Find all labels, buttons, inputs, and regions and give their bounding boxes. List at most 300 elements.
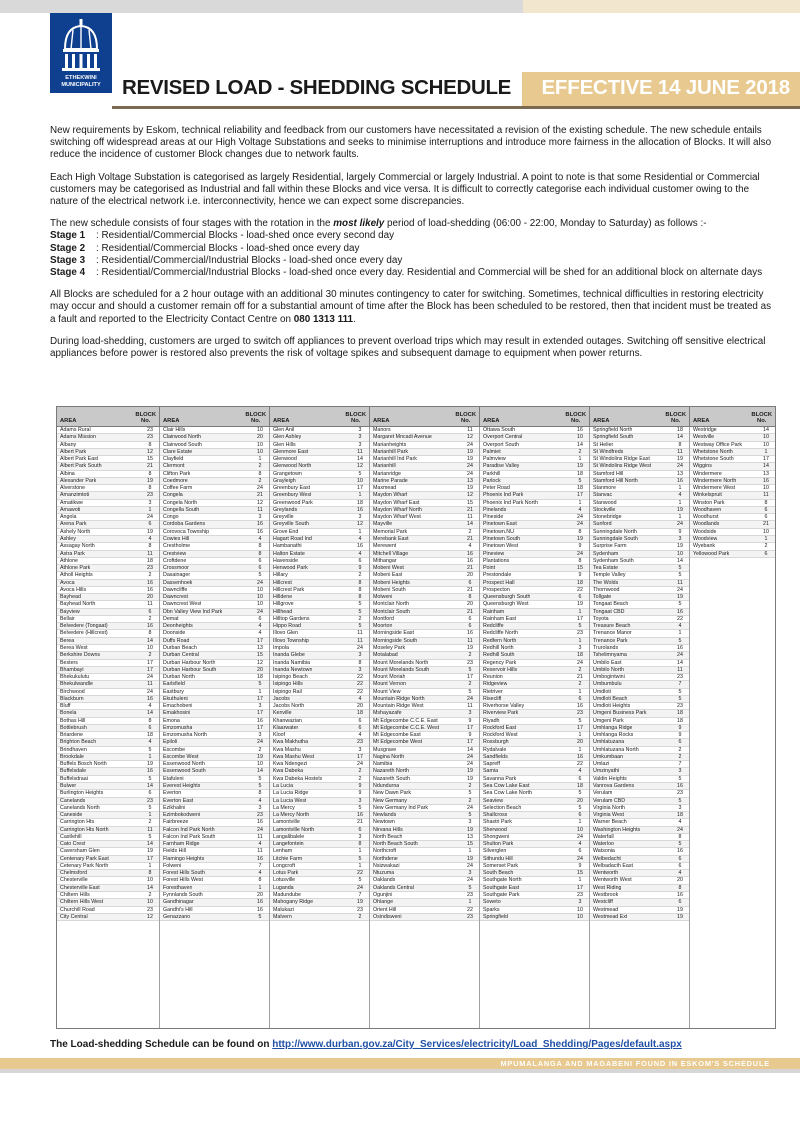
table-row — [370, 623, 479, 630]
table-row — [590, 856, 689, 863]
block-number: 4 — [678, 870, 682, 877]
area-name: Emzomusha North — [163, 732, 207, 739]
table-row — [270, 885, 369, 892]
table-row — [160, 703, 269, 710]
block-number: 6 — [258, 615, 262, 622]
area-name: Dawncrest West — [163, 601, 202, 608]
table-row — [590, 652, 689, 659]
block-number: 16 — [257, 899, 263, 906]
area-name: Marianhill Ind Park — [373, 456, 417, 463]
block-number: 21 — [147, 463, 153, 470]
table-row — [160, 834, 269, 841]
area-name: Memorial Park — [373, 528, 408, 535]
block-number: 23 — [147, 427, 153, 433]
stages-intro-before: The new schedule consists of four stages with the rotation in the — [50, 218, 334, 230]
area-name: Everest Heights — [163, 783, 201, 790]
block-number: 10 — [763, 434, 769, 441]
table-row — [270, 558, 369, 565]
block-number: 19 — [467, 775, 473, 782]
block-number: 6 — [358, 557, 362, 564]
table-row — [160, 667, 269, 674]
area-name: Pinetown East — [483, 521, 517, 528]
block-number: 16 — [577, 753, 583, 760]
block-number: 23 — [677, 790, 683, 797]
area-name: Inanda Newtown — [273, 666, 313, 673]
block-header: BLOCK No. — [135, 411, 156, 424]
block-number: 23 — [357, 739, 363, 746]
table-row — [370, 732, 479, 739]
area-name: Hillary — [273, 572, 288, 579]
area-name: Bayhead — [60, 594, 81, 601]
table-row — [480, 892, 589, 899]
area-name: Shongweni — [483, 833, 510, 840]
block-number: 2 — [468, 528, 472, 535]
table-row — [480, 427, 589, 434]
area-name: Emzomusha — [163, 724, 193, 731]
area-name: Virginia West — [593, 812, 625, 819]
area-header: AREA — [163, 418, 180, 424]
table-row — [480, 478, 589, 485]
table-row — [57, 848, 159, 855]
contact-phone: 080 1313 111 — [293, 313, 354, 325]
block-number: 16 — [147, 623, 153, 630]
area-name: Clare Estate — [163, 448, 193, 455]
table-row — [370, 667, 479, 674]
block-number: 19 — [467, 768, 473, 775]
area-name: Umbogintwini — [593, 674, 625, 681]
table-row — [270, 456, 369, 463]
table-row — [57, 558, 159, 565]
block-number: 11 — [147, 681, 153, 688]
table-row — [480, 681, 589, 688]
area-name: Maydon Wharf East — [373, 499, 420, 506]
area-name: Umdloti Beach — [593, 695, 628, 702]
table-row — [270, 856, 369, 863]
block-number: 18 — [577, 579, 583, 586]
area-name: Sydenham South — [593, 557, 634, 564]
table-row — [160, 739, 269, 746]
block-number: 8 — [258, 550, 262, 557]
link-prefix: The Load-shedding Schedule can be found on — [50, 1039, 273, 1050]
block-number: 19 — [467, 456, 473, 463]
area-name: Umdloti Heights — [593, 703, 631, 710]
area-name: Mountain Ridge West — [373, 703, 424, 710]
stage-1 — [50, 230, 775, 242]
block-number: 16 — [257, 819, 263, 826]
area-name: Castlehill — [60, 833, 82, 840]
table-row — [57, 500, 159, 507]
table-row — [590, 601, 689, 608]
area-name: Namibia — [373, 761, 393, 768]
block-number: 6 — [358, 826, 362, 833]
block-number: 24 — [257, 826, 263, 833]
block-number: 24 — [577, 833, 583, 840]
area-name: La Lucia — [273, 783, 294, 790]
table-column — [57, 427, 160, 1028]
table-row — [57, 601, 159, 608]
area-name: Nagina North — [373, 753, 405, 760]
block-number: 19 — [147, 528, 153, 535]
table-row — [690, 471, 775, 478]
area-name: Isipingo Hills — [273, 681, 303, 688]
table-row — [57, 703, 159, 710]
table-row — [590, 500, 689, 507]
area-name: Congo — [163, 514, 179, 521]
block-number: 4 — [578, 506, 582, 513]
table-row — [160, 732, 269, 739]
area-name: Ridgeview — [483, 681, 508, 688]
block-number: 11 — [257, 848, 263, 855]
block-number: 6 — [764, 550, 768, 557]
table-row — [370, 827, 479, 834]
area-name: Nsizwakazi — [373, 862, 400, 869]
area-name: Watsonia — [593, 848, 615, 855]
area-name: Bluff — [60, 703, 71, 710]
area-name: Manors — [373, 427, 391, 433]
table-row — [160, 463, 269, 470]
area-name: Hilltop Gardens — [273, 615, 310, 622]
table-row — [590, 914, 689, 921]
stage-3 — [50, 255, 775, 267]
table-row — [690, 456, 775, 463]
block-number: 5 — [358, 877, 362, 884]
table-row — [270, 623, 369, 630]
block-number: 24 — [357, 884, 363, 891]
block-number: 9 — [578, 862, 582, 869]
outage-text-end: . — [353, 313, 356, 325]
table-row — [160, 587, 269, 594]
block-number: 24 — [467, 441, 473, 448]
block-number: 8 — [258, 470, 262, 477]
block-number: 17 — [577, 884, 583, 891]
table-row — [480, 580, 589, 587]
table-row — [57, 776, 159, 783]
area-name: Parkhill — [483, 470, 501, 477]
block-number: 3 — [358, 441, 362, 448]
table-row — [270, 434, 369, 441]
area-name: Athlone — [60, 557, 78, 564]
block-number: 11 — [257, 833, 263, 840]
table-row — [480, 674, 589, 681]
stage-4-text: : Residential/Commercial/Industrial Blocks - load-shed once every day. Residential and Commercial will be shed for an additional block on alternate days — [96, 267, 763, 279]
table-row — [57, 623, 159, 630]
area-name: Nirvana Hills — [373, 826, 403, 833]
table-row — [480, 841, 589, 848]
block-number: 1 — [578, 688, 582, 695]
table-row — [270, 790, 369, 797]
block-number: 4 — [148, 535, 152, 542]
area-name: Moorton — [373, 623, 393, 630]
table-row — [480, 660, 589, 667]
area-name: Grangetown — [273, 470, 302, 477]
table-row — [480, 703, 589, 710]
area-name: Woodlands — [693, 521, 720, 528]
block-number: 2 — [358, 775, 362, 782]
table-row — [370, 442, 479, 449]
table-row — [57, 914, 159, 921]
block-number: 13 — [763, 470, 769, 477]
table-row — [480, 790, 589, 797]
table-row — [160, 877, 269, 884]
block-number: 17 — [257, 710, 263, 717]
area-name: Mt Edgecombe C.C.E. West — [373, 724, 440, 731]
table-row — [57, 739, 159, 746]
table-row — [160, 485, 269, 492]
block-number: 19 — [467, 826, 473, 833]
block-number: 17 — [763, 456, 769, 463]
table-row — [57, 863, 159, 870]
block-number: 9 — [678, 528, 682, 535]
table-row — [160, 492, 269, 499]
table-row — [590, 616, 689, 623]
block-number: 14 — [147, 884, 153, 891]
table-row — [690, 449, 775, 456]
block-number: 4 — [578, 841, 582, 848]
area-name: Glen Ashley — [273, 434, 302, 441]
table-row — [270, 681, 369, 688]
area-name: Silverglen — [483, 848, 507, 855]
table-row — [160, 914, 269, 921]
area-name: Atholl Heights — [60, 572, 93, 579]
table-row — [590, 899, 689, 906]
block-number: 16 — [147, 768, 153, 775]
area-name: Maydon Wharf — [373, 492, 408, 499]
table-row — [57, 434, 159, 441]
block-number: 2 — [764, 543, 768, 550]
table-row — [370, 652, 479, 659]
block-number: 24 — [467, 862, 473, 869]
area-name: Woodhurst — [693, 514, 719, 521]
table-row — [690, 521, 775, 528]
area-name: Fynnlands South — [163, 892, 203, 898]
area-name: Umhlanga Ridge — [593, 724, 633, 731]
area-name: Berea — [60, 637, 75, 644]
intro-text — [50, 125, 775, 370]
block-number: 4 — [148, 703, 152, 710]
table-row — [270, 551, 369, 558]
block-number: 6 — [358, 724, 362, 731]
block-number: 1 — [678, 514, 682, 521]
area-name: Essenwood South — [163, 768, 206, 775]
table-row — [590, 449, 689, 456]
block-number: 8 — [148, 543, 152, 550]
table-row — [480, 885, 589, 892]
area-name: Palmview — [483, 456, 506, 463]
table-row — [590, 848, 689, 855]
block-number: 24 — [467, 753, 473, 760]
area-name: Marine Parade — [373, 477, 408, 484]
table-row — [57, 732, 159, 739]
table-row — [690, 514, 775, 521]
table-row — [590, 478, 689, 485]
area-name: Ndundurna — [373, 783, 400, 790]
table-row — [270, 761, 369, 768]
table-row — [57, 449, 159, 456]
block-number: 1 — [148, 812, 152, 819]
block-number: 11 — [677, 666, 683, 673]
table-row — [590, 543, 689, 550]
area-name: Kwa Ndengezi — [273, 761, 308, 768]
table-row — [270, 718, 369, 725]
area-name: Tollgate — [593, 594, 612, 601]
area-name: Kwa Mashu — [273, 746, 301, 753]
area-name: Forest Hills South — [163, 870, 205, 877]
block-number: 23 — [677, 674, 683, 681]
table-row — [57, 907, 159, 914]
table-row — [160, 812, 269, 819]
table-row — [270, 689, 369, 696]
block-number: 23 — [467, 892, 473, 898]
area-name: Redcliffe North — [483, 630, 518, 637]
table-row — [160, 754, 269, 761]
block-number: 16 — [357, 506, 363, 513]
block-number: 19 — [677, 906, 683, 913]
block-number: 1 — [578, 499, 582, 506]
area-name: Deonheights — [163, 623, 193, 630]
table-row — [270, 471, 369, 478]
block-number: 23 — [357, 906, 363, 913]
area-name: Havenside — [273, 557, 299, 564]
area-name: Mobeni Heights — [373, 579, 410, 586]
table-row — [57, 572, 159, 579]
area-name: Marianridge — [373, 470, 401, 477]
area-name: Sparks — [483, 906, 500, 913]
area-name: Morningside East — [373, 630, 414, 637]
table-row — [370, 580, 479, 587]
block-number: 8 — [148, 630, 152, 637]
area-name: New Dawn Park — [373, 790, 411, 797]
area-name: Durban Harbour South — [163, 666, 217, 673]
table-row — [590, 565, 689, 572]
block-number: 6 — [578, 695, 582, 702]
table-row — [480, 514, 589, 521]
table-row — [57, 892, 159, 899]
table-row — [160, 827, 269, 834]
table-row — [57, 689, 159, 696]
block-number: 21 — [357, 819, 363, 826]
area-name: Gandhi's Hill — [163, 906, 193, 913]
area-name: Westville — [693, 434, 715, 441]
area-name: Avoca Hills — [60, 586, 87, 593]
table-row — [370, 718, 479, 725]
table-row — [160, 601, 269, 608]
table-row — [270, 812, 369, 819]
table-row — [160, 652, 269, 659]
area-name: Windermere — [693, 470, 722, 477]
block-number: 7 — [678, 761, 682, 768]
block-number: 16 — [763, 477, 769, 484]
table-row — [270, 827, 369, 834]
block-number: 24 — [257, 485, 263, 492]
block-number: 16 — [577, 427, 583, 433]
block-number: 24 — [677, 586, 683, 593]
block-number: 16 — [677, 848, 683, 855]
area-name: Redhill North — [483, 644, 514, 651]
area-name: Ezikhalini — [163, 804, 186, 811]
block-number: 12 — [357, 463, 363, 470]
table-row — [160, 427, 269, 434]
block-number: 6 — [578, 848, 582, 855]
block-number: 16 — [147, 586, 153, 593]
area-name: Inanda Namibia — [273, 659, 311, 666]
schedule-url-link[interactable]: http://www.durban.gov.za/City_Services/electricity/Load_Shedding/Pages/default.aspx — [272, 1039, 682, 1050]
table-row — [160, 856, 269, 863]
area-name: Congela North — [163, 499, 198, 506]
table-row — [590, 696, 689, 703]
table-row — [160, 747, 269, 754]
area-name: Tongaat Beach — [593, 601, 629, 608]
block-number: 6 — [764, 514, 768, 521]
area-name: Sea Cow Lake North — [483, 790, 532, 797]
area-name: Chesterville East — [60, 884, 100, 891]
area-name: Wentworth — [593, 870, 619, 877]
block-number: 14 — [677, 434, 683, 441]
area-name: Umbumbulu — [593, 681, 622, 688]
table-row — [480, 529, 589, 536]
area-name: Brookdale — [60, 753, 84, 760]
block-number: 19 — [147, 848, 153, 855]
block-number: 22 — [677, 615, 683, 622]
table-row — [160, 841, 269, 848]
block-number: 24 — [677, 463, 683, 470]
table-row — [57, 856, 159, 863]
area-name: Sydenham — [593, 550, 619, 557]
area-name: Soweto — [483, 899, 501, 906]
block-number: 20 — [257, 892, 263, 898]
block-number: 2 — [258, 746, 262, 753]
block-number: 20 — [467, 601, 473, 608]
area-name: Bellair — [60, 615, 75, 622]
table-row — [590, 732, 689, 739]
block-number: 23 — [677, 703, 683, 710]
table-row — [590, 798, 689, 805]
table-row — [590, 456, 689, 463]
block-header: BLOCK No. — [245, 411, 266, 424]
table-row — [590, 841, 689, 848]
table-row — [370, 514, 479, 521]
block-number: 20 — [147, 594, 153, 601]
block-number: 11 — [357, 448, 363, 455]
area-name: Emachobeni — [163, 703, 193, 710]
page-title: REVISED LOAD - SHEDDING SCHEDULE — [122, 76, 512, 99]
block-number: 9 — [678, 732, 682, 739]
table-row — [57, 652, 159, 659]
logo-line-1: ETHEKWINI — [65, 75, 97, 81]
block-number: 13 — [257, 644, 263, 651]
area-name: Khanwazian — [273, 717, 302, 724]
block-number: 1 — [468, 848, 472, 855]
area-name: Bhambayi — [60, 666, 84, 673]
block-number: 16 — [257, 906, 263, 913]
block-number: 23 — [147, 434, 153, 441]
block-number: 6 — [578, 812, 582, 819]
area-name: Albany — [60, 441, 77, 448]
block-number: 18 — [257, 674, 263, 681]
table-row — [480, 543, 589, 550]
block-number: 16 — [147, 695, 153, 702]
block-number: 8 — [358, 579, 362, 586]
block-number: 10 — [677, 550, 683, 557]
table-row — [370, 594, 479, 601]
block-number: 16 — [357, 812, 363, 819]
block-number: 16 — [257, 855, 263, 862]
block-number: 1 — [578, 637, 582, 644]
block-number: 17 — [467, 724, 473, 731]
area-name: Pineview — [483, 550, 505, 557]
block-number: 12 — [467, 492, 473, 499]
table-row — [370, 660, 479, 667]
stages-block — [50, 218, 775, 279]
